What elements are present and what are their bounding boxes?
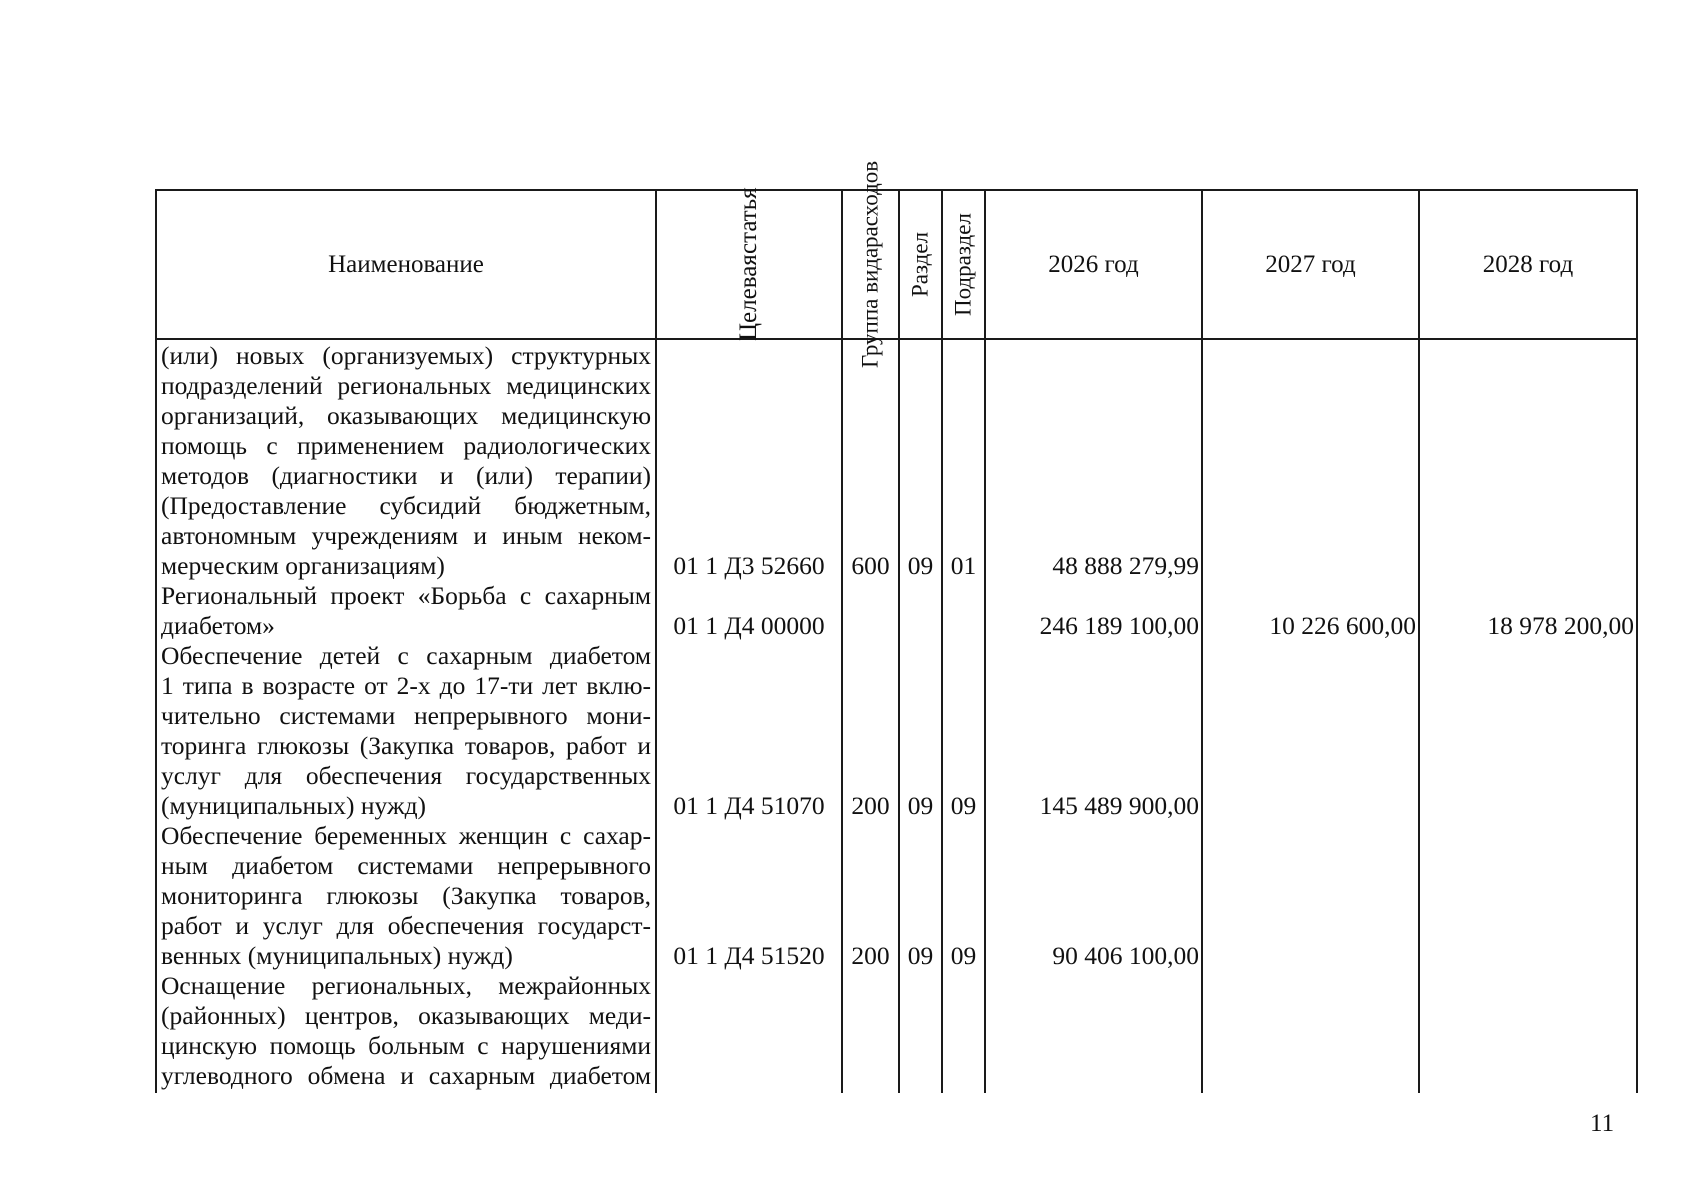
table-row-4-2026: 90 406 100,00 — [1052, 941, 1199, 970]
header-year-2026: 2026 год — [1048, 250, 1139, 278]
header-year-2027: 2027 год — [1265, 250, 1356, 278]
table-row-3-name-line: чительно системами непрерывного мони- — [161, 701, 651, 730]
table-row-3-name-line: Обеспечение детей с сахарным диабетом — [161, 641, 651, 670]
table-row-5-name-line: цинскую помощь больным с нарушениями — [161, 1031, 651, 1060]
table-row-1-section: 09 — [907, 551, 934, 580]
table-row-1-code: 01 1 Д3 52660 — [673, 551, 825, 580]
header-year-2028: 2028 год — [1482, 250, 1574, 278]
table-row-1-name-line: подразделений региональных медицинских — [161, 371, 651, 400]
table-row-5-name-line: углеводного обмена и сахарным диабетом — [161, 1061, 651, 1090]
table-row-4-name-line: венных (муниципальных) нужд) — [161, 941, 513, 970]
table-row-4-code: 01 1 Д4 51520 — [673, 941, 825, 970]
table-row-4-section: 09 — [907, 941, 934, 970]
table-row-1-name-line: (Предоставление субсидий бюджетным, — [161, 491, 651, 520]
header-bottom-border — [155, 338, 1638, 340]
header-target-line2: статья — [734, 187, 762, 255]
table-row-4-subsection: 09 — [950, 941, 977, 970]
header-group-line2: расходов — [857, 160, 883, 248]
table-row-5-name-line: (районных) центров, оказывающих меди- — [161, 1001, 651, 1030]
table-row-1-subsection: 01 — [950, 551, 977, 580]
table-row-1-name-line: (или) новых (организуемых) структурных — [161, 341, 651, 370]
table-row-5-name-line: Оснащение региональных, межрайонных — [161, 971, 651, 1000]
col-border-right — [1636, 189, 1638, 1093]
table-row-1-name-line: автономным учреждениям и иным неком- — [161, 521, 651, 550]
table-row-3-code: 01 1 Д4 51070 — [673, 791, 825, 820]
table-row-3-name-line: (муниципальных) нужд) — [161, 791, 427, 820]
table-row-4-name-line: работ и услуг для обеспечения государст- — [161, 911, 651, 940]
table-row-2-2026: 246 189 100,00 — [1039, 611, 1199, 640]
table-row-2-name-line: диабетом» — [161, 611, 275, 640]
table-row-1-name-line: методов (диагностики и (или) терапии) — [161, 461, 651, 490]
table-row-2-code: 01 1 Д4 00000 — [673, 611, 825, 640]
table-row-3-2026: 145 489 900,00 — [1039, 791, 1199, 820]
table-row-1-name-line: помощь с применением радиологических — [161, 431, 651, 460]
header-target-article — [657, 187, 841, 342]
header-group-line1: Группа вида — [857, 247, 883, 369]
table-row-2-2028: 18 978 200,00 — [1487, 611, 1634, 640]
table-row-3-name-line: 1 типа в возрасте от 2-х до 17-ти лет вклю- — [161, 671, 651, 700]
table-row-3-name-line: торинга глюкозы (Закупка товаров, работ и — [161, 731, 651, 760]
table-row-4-group: 200 — [851, 941, 890, 970]
table-row-3-section: 09 — [907, 791, 934, 820]
table-row-4-name-line: мониторинга глюкозы (Закупка товаров, — [161, 881, 651, 910]
table-row-3-group: 200 — [851, 791, 890, 820]
header-target-line1: Целевая — [734, 254, 762, 342]
table-row-3-name-line: услуг для обеспечения государственных — [161, 761, 651, 790]
table-row-4-name-line: ным диабетом системами непрерывного — [161, 851, 651, 880]
header-expense-group — [843, 160, 898, 369]
table-row-1-group: 600 — [851, 551, 890, 580]
page-number: 11 — [1590, 1110, 1615, 1137]
budget-table — [155, 160, 1638, 1093]
table-row-1-name-line: мерческим организациям) — [161, 551, 445, 580]
table-row-1-name-line: организаций, оказывающих медицинскую — [161, 401, 651, 430]
header-section: Раздел — [907, 231, 933, 298]
table-row-3-subsection: 09 — [950, 791, 977, 820]
table-row-1-2026: 48 888 279,99 — [1052, 551, 1199, 580]
header-subsection: Подраздел — [950, 213, 976, 316]
header-name: Наименование — [328, 250, 484, 278]
table-row-2-name-line: Региональный проект «Борьба с сахарным — [161, 581, 651, 610]
table-row-4-name-line: Обеспечение беременных женщин с сахар- — [161, 821, 651, 850]
table-row-2-2027: 10 226 600,00 — [1269, 611, 1416, 640]
